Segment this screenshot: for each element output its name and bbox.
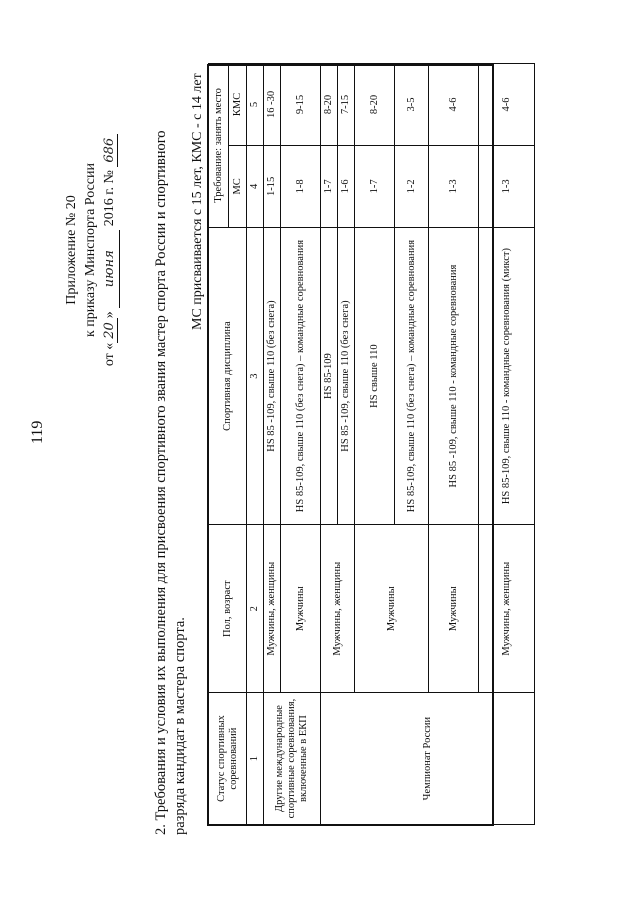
- cell-gender: Мужчины, женщины: [321, 525, 355, 693]
- cell-status: Чемпионат России: [321, 693, 535, 825]
- cell-ms: 1-2: [395, 145, 429, 227]
- handwritten-month: июня: [100, 230, 120, 308]
- cell-kms: 7-15: [338, 64, 355, 146]
- cell-ms: 1-7: [321, 145, 338, 227]
- age-note: МС присваивается с 15 лет, КМС - с 14 лет: [190, 73, 205, 330]
- cell-discipline: HS 85 -109, свыше 110 - командные соревнования: [429, 227, 479, 525]
- cell-gender: Мужчины, женщины: [264, 525, 281, 693]
- cell-kms: 9-15: [281, 64, 321, 146]
- cell-ms: 1-8: [281, 145, 321, 227]
- cell-kms: 8-20: [321, 64, 338, 146]
- section-title-line-1: 2. Требования и условия их выполнения для присвоения спортивного звания мастер спорта России и спортивного: [153, 130, 169, 835]
- col-number: 3: [247, 227, 264, 525]
- cell-kms: 4-6: [429, 64, 479, 146]
- date-year: 2016 г. №: [102, 170, 117, 227]
- cell-discipline: HS 85-109, свыше 110 (без снега) – командные соревнования: [395, 227, 429, 525]
- cell-ms: 1-15: [264, 145, 281, 227]
- cell-discipline: HS 85 -109, свыше 110 (без снега): [264, 227, 281, 525]
- header-status: Статус спортивных соревнований: [209, 693, 247, 825]
- cell-gender: Мужчины, женщины: [479, 525, 535, 693]
- cell-discipline: HS свыше 110: [355, 227, 395, 525]
- column-number-row: [247, 64, 264, 825]
- table-header-row: [209, 64, 229, 825]
- cell-ms: 1-7: [355, 145, 395, 227]
- cell-gender: Мужчины: [281, 525, 321, 693]
- col-number: 2: [247, 525, 264, 693]
- cell-discipline: HS 85-109: [321, 227, 338, 525]
- handwritten-order-number: 686: [102, 134, 118, 167]
- requirements-table: [208, 63, 535, 825]
- cell-kms: 16 -30: [264, 64, 281, 146]
- date-prefix: от «: [102, 342, 117, 367]
- header-gender-age: Пол, возраст: [209, 525, 247, 693]
- cell-discipline: HS 85-109, свыше 110 (без снега) – командные соревнования: [281, 227, 321, 525]
- handwritten-day: 20: [102, 318, 118, 343]
- page-number: 119: [29, 420, 46, 444]
- cell-discipline: HS 85 -109, свыше 110 (без снега): [338, 227, 355, 525]
- order-reference: к приказу Минспорта России: [83, 163, 98, 337]
- cell-kms: 8-20: [355, 64, 395, 146]
- header-discipline: Спортивная дисциплина: [209, 227, 247, 525]
- cell-status: Другие международные спортивные соревнования, включенные в ЕКП: [264, 693, 321, 825]
- cell-ms: 1-3: [479, 145, 535, 227]
- cell-ms: 1-6: [338, 145, 355, 227]
- table-row: [264, 64, 281, 825]
- order-date-line: [100, 75, 120, 425]
- header-kms: КМС: [229, 64, 247, 146]
- section-title-line-2: разряда кандидат в мастера спорта.: [172, 617, 188, 835]
- cell-discipline: HS 85-109, свыше 110 - командные соревнования (микст): [479, 227, 535, 525]
- cell-kms: 4-6: [479, 64, 535, 146]
- document-header: [62, 75, 120, 425]
- table-row: [321, 64, 338, 825]
- col-number: 5: [247, 64, 264, 146]
- cell-gender: Мужчины: [429, 525, 479, 693]
- col-number: 4: [247, 145, 264, 227]
- header-ms: МС: [229, 145, 247, 227]
- section-title: [152, 45, 190, 835]
- header-requirement: Требование: занять место: [209, 64, 229, 228]
- date-separator: »: [102, 311, 117, 319]
- col-number: 1: [247, 693, 264, 825]
- cell-kms: 3-5: [395, 64, 429, 146]
- cell-ms: 1-3: [429, 145, 479, 227]
- annex-title: Приложение № 20: [64, 195, 79, 305]
- cell-gender: Мужчины: [355, 525, 429, 693]
